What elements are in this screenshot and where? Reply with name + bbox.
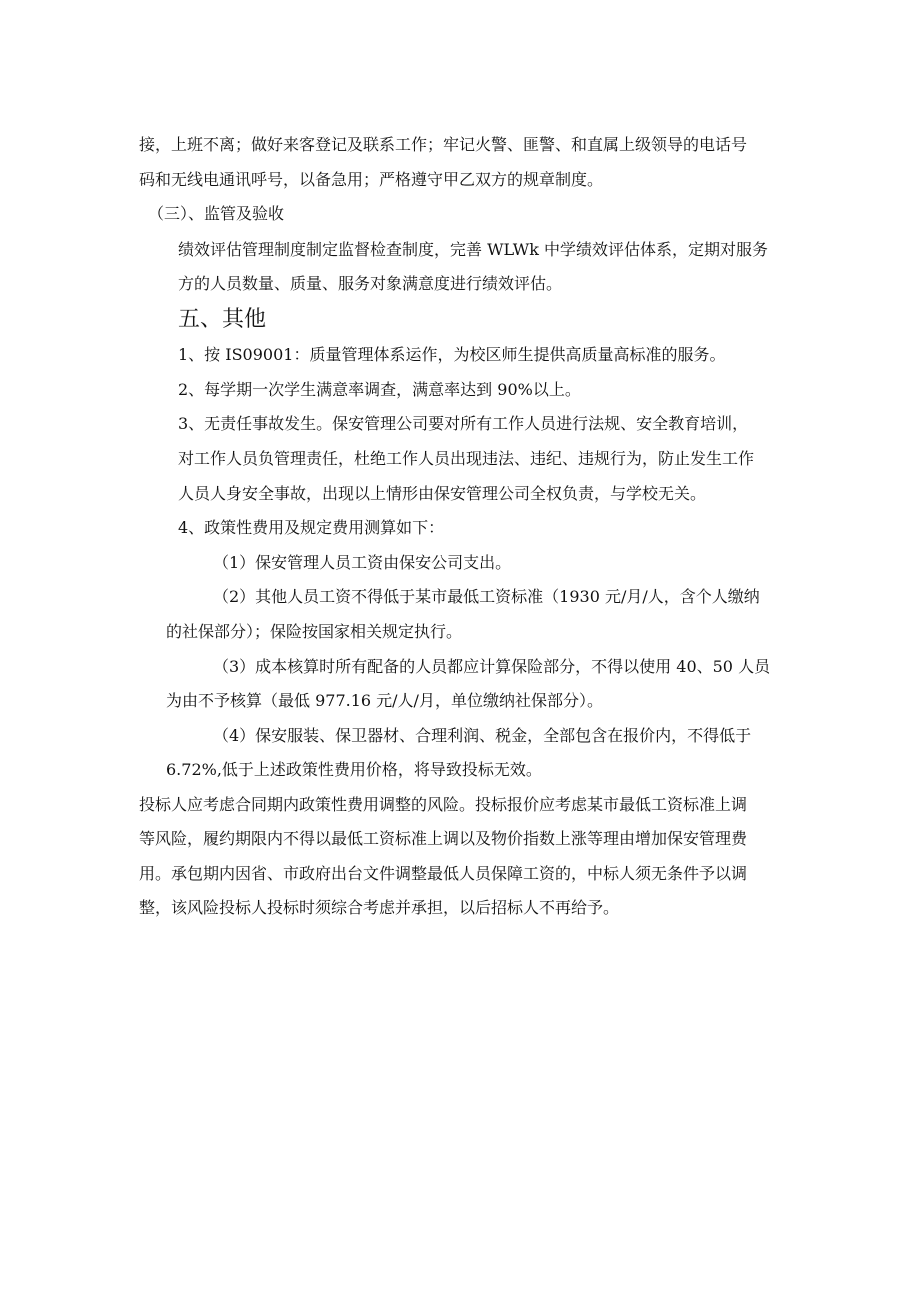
sub-item-continuation: 的社保部分）；保险按国家相关规定执行。: [166, 622, 463, 641]
paragraph-line: 接，上班不离；做好来客登记及联系工作；牢记火警、匪警、和直属上级领导的电话号: [139, 135, 748, 154]
sub-item-continuation: 6.72%,低于上述政策性费用价格，将导致投标无效。: [166, 760, 542, 779]
section-heading: （三）、监管及验收: [148, 204, 285, 223]
list-item-continuation: 人员人身安全事故，出现以上情形由保安管理公司全权负责，与学校无关。: [178, 484, 707, 503]
paragraph-line: 用。承包期内因省、市政府出台文件调整最低人员保障工资的，中标人须无条件予以调: [139, 864, 748, 883]
paragraph-line: 等风险，履约期限内不得以最低工资标准上调以及物价指数上涨等理由增加保安管理费: [139, 829, 748, 848]
sub-item: （4）保安服装、保卫器材、合理利润、税金，全部包含在报价内，不得低于: [213, 726, 752, 745]
list-item: 2、每学期一次学生满意率调查，满意率达到 90%以上。: [178, 380, 581, 399]
paragraph-line: 码和无线电通讯呼号，以备急用；严格遵守甲乙双方的规章制度。: [139, 170, 604, 189]
list-item: 4、政策性费用及规定费用测算如下：: [178, 518, 445, 537]
sub-item: （1）保安管理人员工资由保安公司支出。: [213, 553, 512, 572]
list-item: 3、无责任事故发生。保安管理公司要对所有工作人员进行法规、安全教育培训，: [178, 414, 749, 433]
sub-item-continuation: 为由不予核算（最低 977.16 元/人/月，单位缴纳社保部分）。: [166, 691, 603, 710]
paragraph-line: 方的人员数量、质量、服务对象满意度进行绩效评估。: [178, 274, 563, 293]
sub-item: （3）成本核算时所有配备的人员都应计算保险部分，不得以使用 40、50 人员: [213, 657, 771, 676]
paragraph-line: 绩效评估管理制度制定监督检查制度，完善 WLWk 中学绩效评估体系，定期对服务: [178, 240, 768, 259]
paragraph-line: 整，该风险投标人投标时须综合考虑并承担，以后招标人不再给予。: [139, 898, 620, 917]
list-item-continuation: 对工作人员负管理责任，杜绝工作人员出现违法、违纪、违规行为，防止发生工作: [178, 449, 755, 468]
section-title: 五、其他: [178, 307, 267, 332]
paragraph-line: 投标人应考虑合同期内政策性费用调整的风险。投标报价应考虑某市最低工资标准上调: [139, 795, 748, 814]
sub-item: （2）其他人员工资不得低于某市最低工资标准（1930 元/月/人，含个人缴纳: [213, 587, 760, 606]
list-item: 1、按 IS09001：质量管理体系运作，为校区师生提供高质量高标准的服务。: [178, 345, 726, 364]
